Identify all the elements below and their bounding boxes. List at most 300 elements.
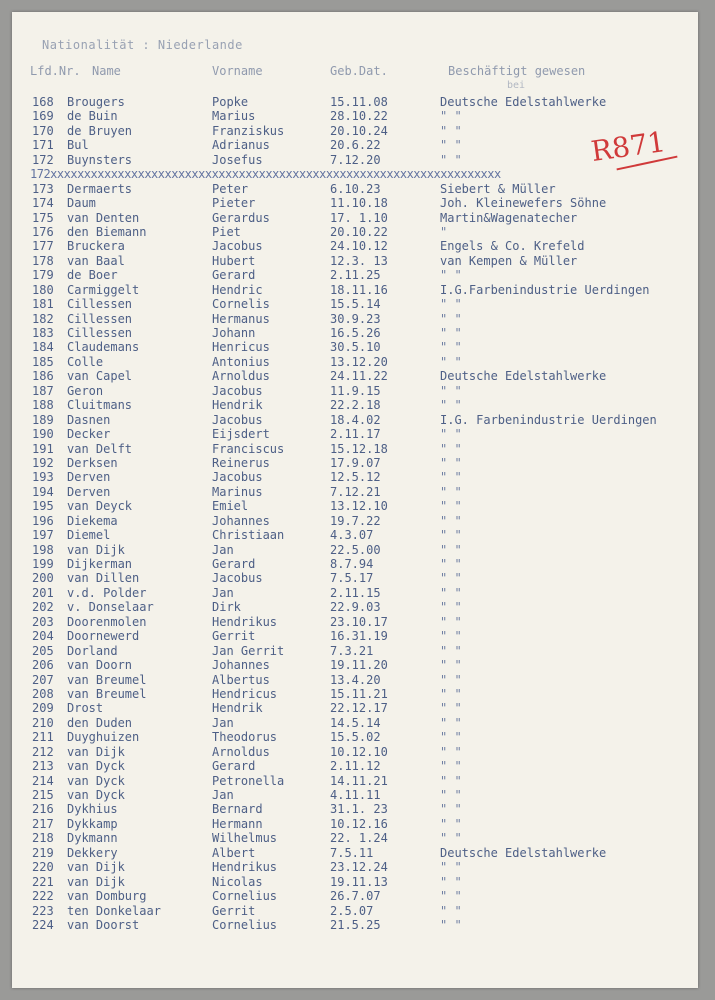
- entry-number: 208: [32, 686, 54, 701]
- entry-first-name: Piet: [212, 224, 241, 239]
- entry-name: van Breumel: [67, 686, 147, 701]
- table-row: [12, 225, 698, 239]
- table-row: [12, 196, 698, 210]
- entry-number: 214: [32, 773, 54, 788]
- entry-name: Derven: [67, 470, 111, 485]
- entry-first-name: Eijsdert: [212, 427, 270, 442]
- table-row: [12, 312, 698, 326]
- entry-name: Doornewerd: [67, 629, 140, 644]
- entry-birth-date: 13.12.10: [330, 499, 388, 514]
- entry-first-name: Albertus: [212, 672, 270, 687]
- entry-number: 196: [32, 513, 54, 528]
- entry-number: 168: [32, 95, 54, 109]
- entry-employer: " ": [440, 629, 462, 644]
- entry-name: den Biemann: [67, 224, 147, 239]
- table-row: [12, 701, 698, 715]
- column-header-employer-sub: bei: [507, 80, 526, 91]
- entry-first-name: Hermann: [212, 816, 263, 831]
- entry-birth-date: 15.11.08: [330, 95, 388, 109]
- entry-number: 193: [32, 470, 54, 485]
- entry-birth-date: 22.9.03: [330, 600, 381, 615]
- entry-birth-date: 16.5.26: [330, 326, 381, 340]
- entry-name: van Dyck: [67, 788, 125, 802]
- entry-employer: " ": [440, 701, 462, 716]
- table-row: [12, 427, 698, 441]
- entry-birth-date: 24.11.22: [330, 369, 388, 384]
- entry-first-name: Josefus: [212, 152, 263, 167]
- table-row: [12, 557, 698, 571]
- entry-first-name: Nicolas: [212, 874, 263, 889]
- entry-birth-date: 2.11.25: [330, 268, 381, 283]
- entry-name: van Deyck: [67, 499, 133, 514]
- entry-number: 182: [32, 311, 54, 326]
- entry-number: 215: [32, 788, 54, 802]
- entry-first-name: Gerrit: [212, 629, 256, 644]
- entry-first-name: Franciscus: [212, 441, 285, 456]
- entry-name: Dykhius: [67, 802, 118, 817]
- entry-birth-date: 7.5.17: [330, 571, 374, 586]
- entry-name: van Dyck: [67, 759, 125, 774]
- entry-first-name: Jacobus: [212, 571, 263, 586]
- entry-employer: " ": [440, 643, 462, 658]
- entry-number: 179: [32, 268, 54, 283]
- entry-employer: " ": [440, 614, 462, 629]
- entry-name: van Doorst: [67, 917, 140, 932]
- entry-name: van Domburg: [67, 889, 147, 904]
- entry-birth-date: 15.12.18: [330, 441, 388, 456]
- entry-name: van Delft: [67, 441, 133, 456]
- entry-number: 218: [32, 831, 54, 846]
- table-row: [12, 153, 698, 167]
- column-header-first-name: Vorname: [212, 64, 263, 78]
- entry-employer: " ": [440, 715, 462, 730]
- entry-birth-date: 20.10.22: [330, 224, 388, 239]
- entry-first-name: Peter: [212, 181, 249, 196]
- table-row: [12, 398, 698, 412]
- entry-name: Brougers: [67, 95, 125, 109]
- entry-birth-date: 14.5.14: [330, 715, 381, 730]
- table-row: [12, 138, 698, 152]
- table-row: [12, 442, 698, 456]
- entry-name: Bul: [67, 138, 89, 153]
- entry-name: Colle: [67, 354, 104, 369]
- entry-employer: " ": [440, 686, 462, 701]
- entry-employer: " ": [440, 297, 462, 312]
- entry-name: van Dijk: [67, 874, 125, 889]
- entry-employer: " ": [440, 773, 462, 788]
- entry-birth-date: 15.5.14: [330, 297, 381, 312]
- document-title: Nationalität : Niederlande: [42, 38, 243, 52]
- entry-employer: " ": [440, 340, 462, 355]
- entry-employer: " ": [440, 889, 462, 904]
- separator-text: 172xxxxxxxxxxxxxxxxxxxxxxxxxxxxxxxxxxxxxxxxxxxxxxxxxxxxxxxxxxxxxxxxxxx: [30, 167, 501, 182]
- entry-first-name: Franziskus: [212, 123, 285, 138]
- entry-first-name: Hendricus: [212, 686, 278, 701]
- entry-birth-date: 30.9.23: [330, 311, 381, 326]
- entry-first-name: Jacobus: [212, 239, 263, 254]
- entry-employer: " ": [440, 513, 462, 528]
- entry-employer: " ": [440, 917, 462, 932]
- table-row: [12, 239, 698, 253]
- table-row: [12, 687, 698, 701]
- entry-name: Cluitmans: [67, 398, 133, 413]
- table-row: [12, 254, 698, 268]
- entry-birth-date: 15.5.02: [330, 730, 381, 745]
- entry-number: 178: [32, 253, 54, 268]
- entry-number: 186: [32, 369, 54, 384]
- entry-first-name: Christiaan: [212, 528, 285, 543]
- entry-birth-date: 7.3.21: [330, 643, 374, 658]
- entry-birth-date: 20.10.24: [330, 123, 388, 138]
- entry-first-name: Hendric: [212, 282, 263, 297]
- entry-name: van Doorn: [67, 658, 133, 673]
- table-row: [12, 514, 698, 528]
- entry-number: 175: [32, 210, 54, 225]
- entry-employer: ": [440, 224, 448, 239]
- table-row: [12, 860, 698, 874]
- entry-birth-date: 22.5.00: [330, 542, 381, 557]
- entry-number: 170: [32, 123, 54, 138]
- table-row: [12, 889, 698, 903]
- entry-number: 198: [32, 542, 54, 557]
- entry-first-name: Albert: [212, 845, 256, 860]
- entry-birth-date: 12.3. 13: [330, 253, 388, 268]
- entry-employer: " ": [440, 441, 462, 456]
- entry-employer: I.G. Farbenindustrie Uerdingen: [440, 412, 657, 427]
- entry-birth-date: 28.10.22: [330, 109, 388, 124]
- entry-number: 194: [32, 484, 54, 499]
- entry-first-name: Hendrikus: [212, 860, 278, 875]
- entry-number: 209: [32, 701, 54, 716]
- entry-number: 219: [32, 845, 54, 860]
- entry-birth-date: 2.11.12: [330, 759, 381, 774]
- table-row: [12, 268, 698, 282]
- entry-number: 207: [32, 672, 54, 687]
- entry-first-name: Arnoldus: [212, 369, 270, 384]
- entry-name: van Baal: [67, 253, 125, 268]
- entry-employer: " ": [440, 802, 462, 817]
- table-row: [12, 846, 698, 860]
- entry-birth-date: 10.12.10: [330, 744, 388, 759]
- entry-employer: " ": [440, 744, 462, 759]
- entry-employer: " ": [440, 383, 462, 398]
- entry-birth-date: 12.5.12: [330, 470, 381, 485]
- column-header-employer: Beschäftigt gewesen: [448, 64, 586, 78]
- entry-number: 206: [32, 658, 54, 673]
- entry-birth-date: 4.3.07: [330, 528, 374, 543]
- entry-birth-date: 14.11.21: [330, 773, 388, 788]
- table-row: [12, 586, 698, 600]
- entry-employer: " ": [440, 484, 462, 499]
- entry-employer: " ": [440, 455, 462, 470]
- entry-birth-date: 15.11.21: [330, 686, 388, 701]
- entry-first-name: Jan: [212, 542, 234, 557]
- entry-first-name: Gerrit: [212, 903, 256, 918]
- entry-birth-date: 2.11.15: [330, 585, 381, 600]
- entry-employer: " ": [440, 311, 462, 326]
- entry-name: Carmiggelt: [67, 282, 140, 297]
- table-row: [12, 759, 698, 773]
- entry-first-name: Jacobus: [212, 412, 263, 427]
- entry-first-name: Marinus: [212, 484, 263, 499]
- entry-first-name: Hubert: [212, 253, 256, 268]
- entry-name: Derven: [67, 484, 111, 499]
- entry-number: 191: [32, 441, 54, 456]
- entry-employer: " ": [440, 600, 462, 615]
- entry-first-name: Hendrik: [212, 398, 263, 413]
- column-header-birth-date: Geb.Dat.: [330, 64, 388, 78]
- entry-employer: " ": [440, 398, 462, 413]
- entry-employer: " ": [440, 903, 462, 918]
- entry-number: 188: [32, 398, 54, 413]
- entry-number: 202: [32, 600, 54, 615]
- entry-number: 184: [32, 340, 54, 355]
- entry-name: Cillessen: [67, 311, 133, 326]
- entry-first-name: Jan: [212, 585, 234, 600]
- entry-first-name: Antonius: [212, 354, 270, 369]
- entry-employer: " ": [440, 730, 462, 745]
- table-row: [12, 831, 698, 845]
- entry-name: de Boer: [67, 268, 118, 283]
- entry-name: Doorenmolen: [67, 614, 147, 629]
- entry-first-name: Jan: [212, 788, 234, 802]
- entry-name: Daum: [67, 196, 96, 211]
- entry-number: 221: [32, 874, 54, 889]
- entry-employer: " ": [440, 672, 462, 687]
- entry-first-name: Johann: [212, 326, 256, 340]
- entry-name: Drost: [67, 701, 104, 716]
- entry-first-name: Arnoldus: [212, 744, 270, 759]
- entry-name: Dasnen: [67, 412, 111, 427]
- entry-first-name: Hermanus: [212, 311, 270, 326]
- table-row: [12, 297, 698, 311]
- table-row: [12, 283, 698, 297]
- entry-first-name: Johannes: [212, 513, 270, 528]
- table-row: [12, 340, 698, 354]
- entry-number: 185: [32, 354, 54, 369]
- entry-birth-date: 18.4.02: [330, 412, 381, 427]
- entry-number: 201: [32, 585, 54, 600]
- entry-first-name: Johannes: [212, 658, 270, 673]
- entry-first-name: Hendrikus: [212, 614, 278, 629]
- entry-first-name: Pieter: [212, 196, 256, 211]
- entry-birth-date: 17.9.07: [330, 455, 381, 470]
- table-row: [12, 571, 698, 585]
- table-row: [12, 615, 698, 629]
- entry-name: Dykkamp: [67, 816, 118, 831]
- entry-name: v. Donselaar: [67, 600, 154, 615]
- entry-name: Claudemans: [67, 340, 140, 355]
- entry-birth-date: 19.11.13: [330, 874, 388, 889]
- entry-employer: " ": [440, 557, 462, 571]
- entry-employer: Engels & Co. Krefeld: [440, 239, 585, 254]
- entry-employer: " ": [440, 123, 462, 138]
- table-row: [12, 182, 698, 196]
- entry-first-name: Jacobus: [212, 383, 263, 398]
- entry-name: Dykmann: [67, 831, 118, 846]
- entry-number: 200: [32, 571, 54, 586]
- entry-first-name: Jacobus: [212, 470, 263, 485]
- entry-name: ten Donkelaar: [67, 903, 161, 918]
- entry-birth-date: 23.12.24: [330, 860, 388, 875]
- table-row: [12, 369, 698, 383]
- entry-name: van Dyck: [67, 773, 125, 788]
- entry-first-name: Cornelius: [212, 889, 278, 904]
- entry-number: 197: [32, 528, 54, 543]
- entry-number: 205: [32, 643, 54, 658]
- entry-first-name: Reinerus: [212, 455, 270, 470]
- table-row: [12, 543, 698, 557]
- table-row: [12, 470, 698, 484]
- entry-name: Dekkery: [67, 845, 118, 860]
- entry-birth-date: 30.5.10: [330, 340, 381, 355]
- entry-name: Derksen: [67, 455, 118, 470]
- table-row: [12, 644, 698, 658]
- entry-birth-date: 2.5.07: [330, 903, 374, 918]
- entry-employer: " ": [440, 470, 462, 485]
- entry-name: Geron: [67, 383, 104, 398]
- entry-employer: van Kempen & Müller: [440, 253, 578, 268]
- entry-number: 217: [32, 816, 54, 831]
- entry-employer: " ": [440, 788, 462, 802]
- entry-employer: " ": [440, 658, 462, 673]
- table-row: [12, 413, 698, 427]
- entry-first-name: Bernard: [212, 802, 263, 817]
- entry-employer: " ": [440, 585, 462, 600]
- entry-first-name: Wilhelmus: [212, 831, 278, 846]
- entry-name: v.d. Polder: [67, 585, 147, 600]
- entry-first-name: Hendrik: [212, 701, 263, 716]
- entry-birth-date: 18.11.16: [330, 282, 388, 297]
- entry-birth-date: 22.2.18: [330, 398, 381, 413]
- entry-birth-date: 7.5.11: [330, 845, 374, 860]
- entry-employer: " ": [440, 152, 462, 167]
- separator-row: [12, 167, 698, 181]
- table-row: [12, 875, 698, 889]
- entry-first-name: Gerard: [212, 268, 256, 283]
- entry-employer: " ": [440, 354, 462, 369]
- entry-number: 169: [32, 109, 54, 124]
- entry-birth-date: 11.9.15: [330, 383, 381, 398]
- entry-name: Dijkerman: [67, 557, 133, 571]
- table-row: [12, 918, 698, 932]
- entry-first-name: Popke: [212, 95, 249, 109]
- entry-number: 213: [32, 759, 54, 774]
- entry-employer: Martin&Wagenatecher: [440, 210, 578, 225]
- entry-number: 176: [32, 224, 54, 239]
- entry-employer: Deutsche Edelstahlwerke: [440, 845, 607, 860]
- entry-first-name: Jan: [212, 715, 234, 730]
- entry-name: Diekema: [67, 513, 118, 528]
- entry-number: 195: [32, 499, 54, 514]
- entry-employer: " ": [440, 528, 462, 543]
- entry-birth-date: 31.1. 23: [330, 802, 388, 817]
- table-row: [12, 109, 698, 123]
- entry-first-name: Gerardus: [212, 210, 270, 225]
- entry-first-name: Cornelius: [212, 917, 278, 932]
- entry-first-name: Gerard: [212, 759, 256, 774]
- entry-first-name: Jan Gerrit: [212, 643, 285, 658]
- entry-number: 204: [32, 629, 54, 644]
- table-row: [12, 716, 698, 730]
- entry-name: Cillessen: [67, 326, 133, 340]
- archive-stamp: R871: [589, 124, 668, 169]
- entry-birth-date: 10.12.16: [330, 816, 388, 831]
- entry-employer: " ": [440, 138, 462, 153]
- entry-name: Dermaerts: [67, 181, 133, 196]
- entry-first-name: Henricus: [212, 340, 270, 355]
- table-row: [12, 95, 698, 109]
- entry-number: 199: [32, 557, 54, 571]
- entry-number: 192: [32, 455, 54, 470]
- entry-name: van Capel: [67, 369, 133, 384]
- entry-number: 216: [32, 802, 54, 817]
- entry-birth-date: 21.5.25: [330, 917, 381, 932]
- entry-name: Buynsters: [67, 152, 133, 167]
- entry-birth-date: 22.12.17: [330, 701, 388, 716]
- entry-name: Cillessen: [67, 297, 133, 312]
- entry-number: 177: [32, 239, 54, 254]
- entry-number: 172: [32, 152, 54, 167]
- table-row: [12, 774, 698, 788]
- entry-number: 187: [32, 383, 54, 398]
- entry-number: 211: [32, 730, 54, 745]
- table-row: [12, 745, 698, 759]
- entry-name: Decker: [67, 427, 111, 442]
- entry-number: 203: [32, 614, 54, 629]
- table-row: [12, 124, 698, 138]
- table-row: [12, 384, 698, 398]
- entry-employer: " ": [440, 759, 462, 774]
- entry-employer: " ": [440, 874, 462, 889]
- entry-number: 183: [32, 326, 54, 340]
- entry-birth-date: 19.7.22: [330, 513, 381, 528]
- table-row: [12, 788, 698, 802]
- entry-birth-date: 22. 1.24: [330, 831, 388, 846]
- entry-birth-date: 20.6.22: [330, 138, 381, 153]
- table-row: [12, 211, 698, 225]
- entry-number: 220: [32, 860, 54, 875]
- entry-number: 180: [32, 282, 54, 297]
- table-row: [12, 802, 698, 816]
- entry-name: de Buin: [67, 109, 118, 124]
- table-row: [12, 355, 698, 369]
- entry-birth-date: 11.10.18: [330, 196, 388, 211]
- table-row: [12, 600, 698, 614]
- document-page: [12, 12, 698, 988]
- entry-birth-date: 7.12.21: [330, 484, 381, 499]
- table-row: [12, 658, 698, 672]
- entry-employer: " ": [440, 268, 462, 283]
- entry-name: Bruckera: [67, 239, 125, 254]
- entry-name: van Breumel: [67, 672, 147, 687]
- table-row: [12, 456, 698, 470]
- entry-employer: " ": [440, 326, 462, 340]
- table-row: [12, 485, 698, 499]
- entry-employer: " ": [440, 831, 462, 846]
- entry-name: Duyghuizen: [67, 730, 140, 745]
- entry-birth-date: 24.10.12: [330, 239, 388, 254]
- entry-first-name: Cornelis: [212, 297, 270, 312]
- entry-employer: Deutsche Edelstahlwerke: [440, 95, 607, 109]
- table-row: [12, 499, 698, 513]
- entry-first-name: Marius: [212, 109, 256, 124]
- table-row: [12, 326, 698, 340]
- entry-number: 190: [32, 427, 54, 442]
- entry-first-name: Adrianus: [212, 138, 270, 153]
- column-header-name: Name: [92, 64, 121, 78]
- entry-birth-date: 6.10.23: [330, 181, 381, 196]
